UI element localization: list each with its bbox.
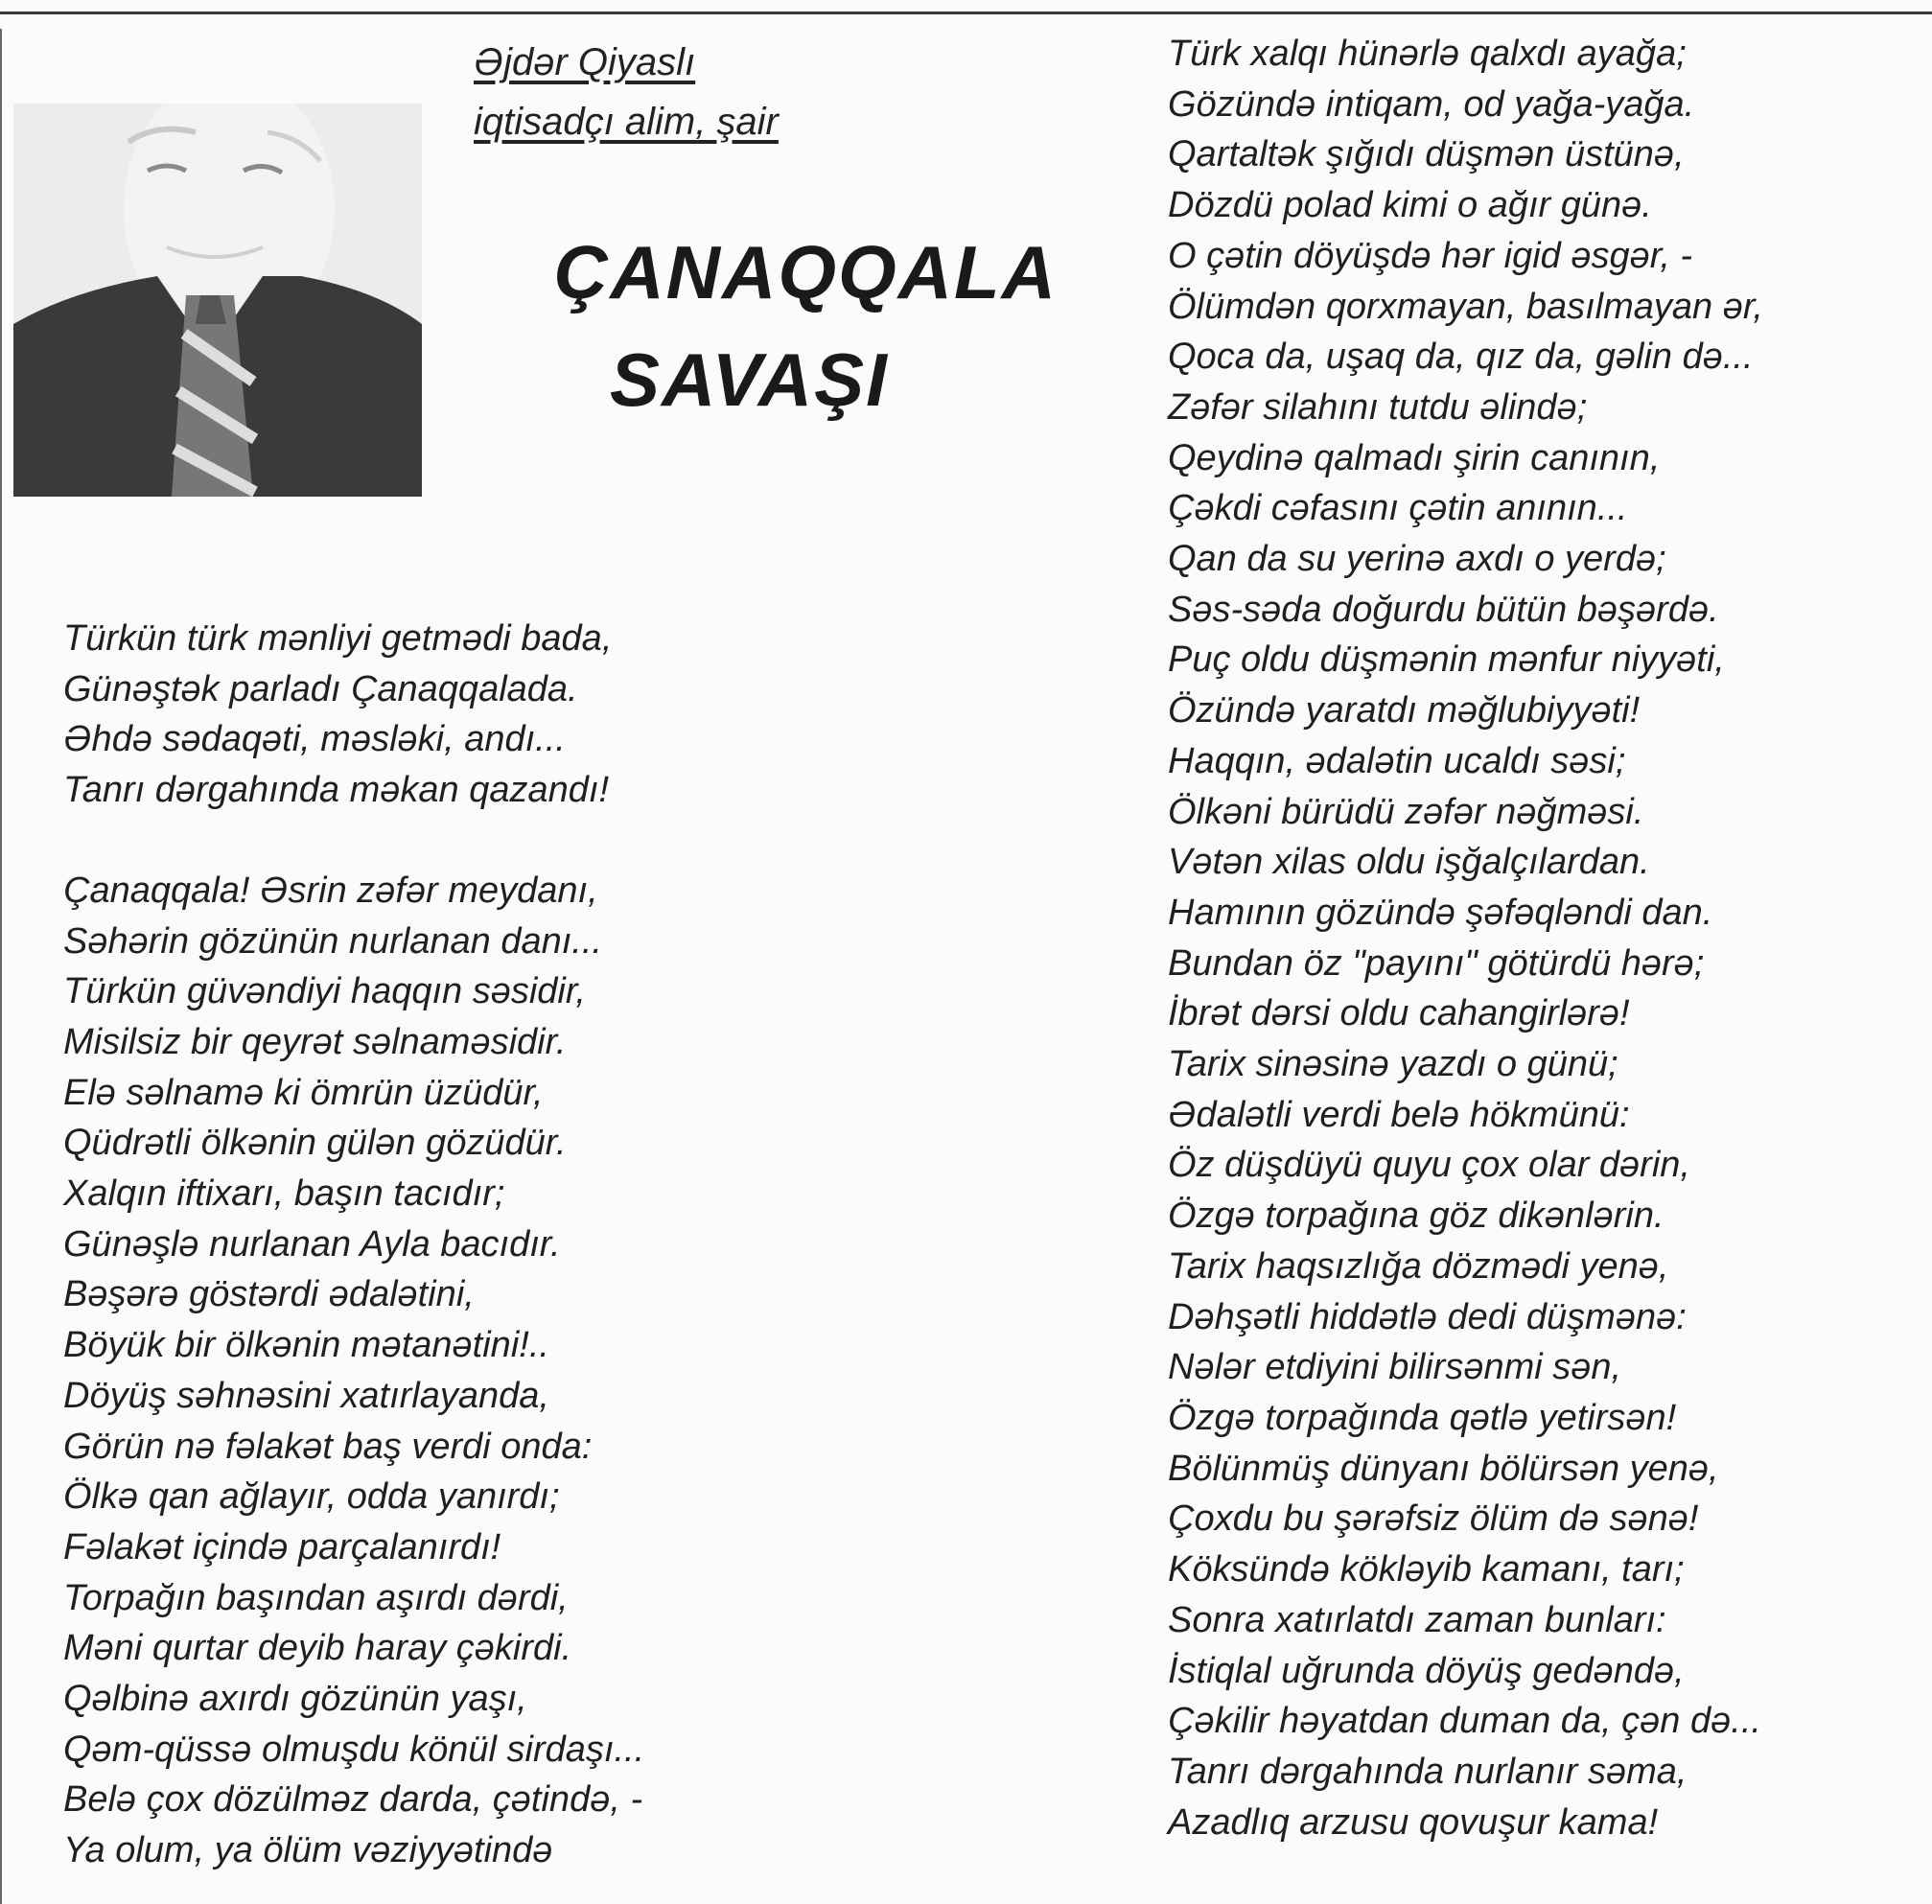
poem-left-column — [63, 614, 644, 1876]
poem-line: Türkün güvəndiyi haqqın səsidir, — [63, 971, 586, 1012]
poem-line: Ölümdən qorxmayan, basılmayan ər, — [1168, 286, 1763, 327]
poem-line: Məni qurtar deyib haray çəkirdi. — [63, 1628, 572, 1669]
poem-line: Çoxdu bu şərəfsiz ölüm də sənə! — [1168, 1498, 1699, 1540]
author-byline — [474, 33, 779, 151]
poem-line: Ya olum, ya ölüm vəziyyətində — [63, 1830, 553, 1871]
poem-line: Bundan öz "payını" götürdü hərə; — [1168, 942, 1705, 984]
poem-line: Azadlıq arzusu qovuşur kama! — [1168, 1801, 1659, 1843]
poem-right-column — [1168, 29, 1763, 1847]
poem-line: Qəm-qüssə olmuşdu könül sirdaşı... — [63, 1729, 645, 1770]
poem-line: Tarix haqsızlığa dözmədi yenə, — [1168, 1245, 1669, 1287]
title-line-1: ÇANAQQALA — [554, 230, 1058, 314]
poem-line: Bölünmüş dünyanı bölürsən yenə, — [1168, 1448, 1719, 1489]
poem-title — [554, 219, 1058, 433]
poem-line: Səs-səda doğurdu bütün bəşərdə. — [1168, 589, 1719, 630]
poem-line: Dözdü polad kimi o ağır günə. — [1168, 185, 1652, 226]
poem-line: Ölkə qan ağlayır, odda yanırdı; — [63, 1476, 560, 1518]
poem-line: Türkün türk mənliyi getmədi bada, — [63, 618, 613, 659]
poem-line: Səhərin gözünün nurlanan danı... — [63, 920, 602, 962]
poem-line: Köksündə kökləyib kamanı, tarı; — [1168, 1549, 1685, 1591]
poem-line: Elə səlnamə ki ömrün üzüdür, — [63, 1072, 544, 1113]
poem-line: Türk xalqı hünərlə qalxdı ayağa; — [1168, 34, 1687, 74]
poem-line: O çətin döyüşdə hər igid əsgər, - — [1168, 235, 1693, 276]
poem-line: Döyüş səhnəsini xatırlayanda, — [63, 1375, 549, 1416]
poem-line: Ədalətli verdi belə hökmünü: — [1168, 1094, 1630, 1135]
poem-line: Hamının gözündə şəfəqləndi dan. — [1168, 892, 1713, 933]
poem-line: Qeydinə qalmadı şirin canının, — [1168, 437, 1661, 478]
poem-line: Qəlbinə axırdı gözünün yaşı, — [63, 1679, 527, 1720]
poem-line: Tanrı dərgahında məkan qazandı! — [63, 770, 609, 811]
poem-line: Günəştək parladı Çanaqqalada. — [63, 668, 578, 709]
poem-line: Vətən xilas oldu işğalçılardan. — [1168, 842, 1650, 883]
poem-line: Ölkəni bürüdü zəfər nəğməsi. — [1168, 791, 1644, 832]
poem-line: Zəfər silahını tutdu əlində; — [1168, 386, 1588, 428]
poem-line: Böyük bir ölkənin mətanətini!.. — [63, 1325, 549, 1366]
poem-line: Belə çox dözülməz darda, çətində, - — [63, 1779, 643, 1821]
page-left-rule — [0, 29, 2, 1904]
poem-line: Qartaltək şığıdı düşmən üstünə, — [1168, 134, 1685, 175]
poem-line: Görün nə fəlakət baş verdi onda: — [63, 1426, 593, 1467]
poem-line: Haqqın, ədalətin ucaldı səsi; — [1168, 740, 1626, 781]
stanza-break — [63, 816, 644, 866]
poem-line: Özgə torpağına göz dikənlərin. — [1168, 1196, 1664, 1237]
poem-line: Puç oldu düşmənin mənfur niyyəti, — [1168, 639, 1725, 681]
poem-line: Sonra xatırlatdı zaman bunları: — [1168, 1599, 1666, 1640]
poem-line: Tanrı dərgahında nurlanır səma, — [1168, 1751, 1688, 1792]
author-name: Əjdər Qiyaslı — [474, 41, 696, 83]
poem-line: Əhdə sədaqəti, məsləki, andı... — [63, 719, 566, 760]
poem-line: Bəşərə göstərdi ədalətini, — [63, 1274, 475, 1315]
poem-line: Qan da su yerinə axdı o yerdə; — [1168, 539, 1666, 580]
poem-line: İstiqlal uğrunda döyüş gedəndə, — [1168, 1650, 1685, 1691]
poem-line: Qüdrətli ölkənin gülən gözüdür. — [63, 1123, 567, 1164]
poem-line: Torpağın başından aşırdı dərdi, — [63, 1577, 569, 1618]
poem-line: Çanaqqala! Əsrin zəfər meydanı, — [63, 870, 598, 911]
poem-line: Fəlakət içində parçalanırdı! — [63, 1526, 501, 1567]
poem-line: Özgə torpağında qətlə yetirsən! — [1168, 1397, 1677, 1438]
page-top-rule — [0, 12, 1932, 14]
poem-line: Misilsiz bir qeyrət səlnaməsidir. — [63, 1021, 567, 1062]
author-photo — [13, 104, 422, 497]
poem-line: İbrət dərsi oldu cahangirlərə! — [1168, 993, 1630, 1034]
poem-line: Çəkilir həyatdan duman da, çən də... — [1168, 1701, 1761, 1742]
poem-line: Günəşlə nurlanan Ayla bacıdır. — [63, 1223, 561, 1265]
poem-line: Nələr etdiyini bilirsənmi sən, — [1168, 1347, 1622, 1388]
poem-line: Öz düşdüyü quyu çox olar dərin, — [1168, 1145, 1690, 1186]
poem-line: Xalqın iftixarı, başın tacıdır; — [63, 1173, 505, 1215]
poem-line: Özündə yaratdı məğlubiyyəti! — [1168, 690, 1641, 731]
title-line-2: SAVAŞI — [610, 337, 889, 422]
poem-line: Çəkdi cəfasını çətin anının... — [1168, 488, 1628, 529]
poem-line: Dəhşətli hiddətlə dedi düşmənə: — [1168, 1296, 1687, 1337]
author-role: iqtisadçı alim, şair — [474, 101, 779, 143]
poem-line: Qoca da, uşaq da, qız da, gəlin də... — [1168, 337, 1754, 378]
poem-line: Gözündə intiqam, od yağa-yağa. — [1168, 83, 1695, 125]
poem-line: Tarix sinəsinə yazdı o günü; — [1168, 1044, 1618, 1085]
